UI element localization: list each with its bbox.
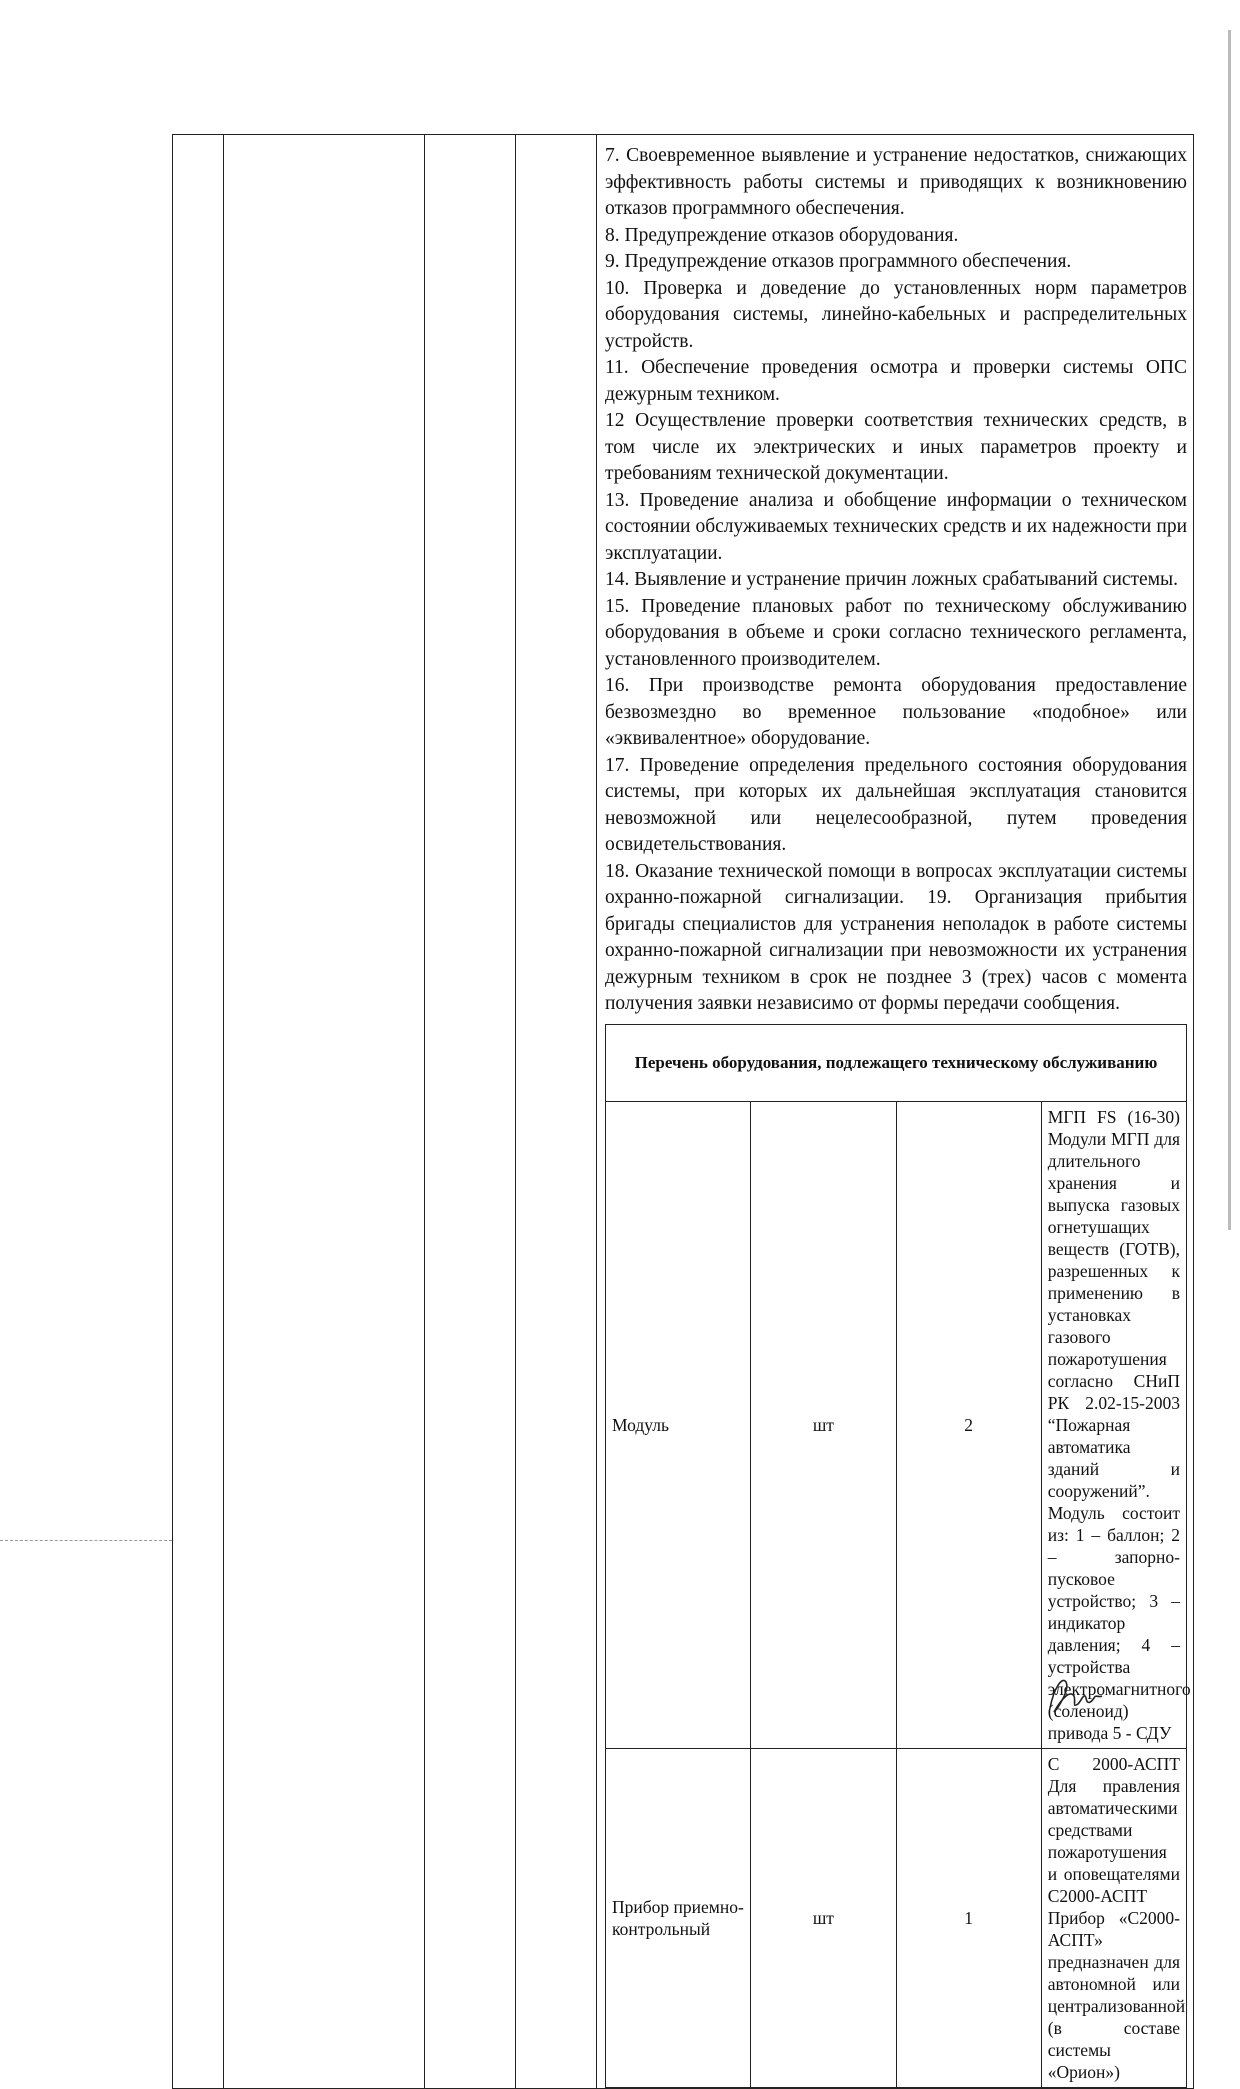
empty-cell-4	[516, 135, 597, 2089]
scan-dotted-line	[0, 1540, 172, 1541]
content-cell	[597, 135, 1194, 2089]
paragraph: 8. Предупреждение отказов оборудования.	[605, 224, 959, 246]
paragraph: 10. Проверка и доведение до установленных норм параметров оборудования системы, линейно-кабельных и распределительных устройств.	[605, 277, 1187, 352]
scan-edge-line	[1228, 30, 1231, 1230]
equipment-table-title: Перечень оборудования, подлежащего техническому обслуживанию	[606, 1024, 1187, 1101]
paragraph: 16. При производстве ремонта оборудования предоставление безвозмездно во временное пользование «подобное» или «эквивалентное» оборудование.	[605, 675, 1187, 749]
equipment-unit: шт	[751, 1748, 896, 2087]
empty-cell-3	[425, 135, 516, 2089]
paragraph: 18. Оказание технической помощи в вопросах эксплуатации системы охранно-пожарной сигнализации. 19. Организация прибытия бригады специалистов для устранения неполадок в работе системы охранно-пожарной сигнализации при невозможности их устранения дежурным техником в срок не позднее 3 (трех) часов с момента получения заявки независимо от формы передачи сообщения.	[605, 860, 1187, 1014]
paragraph: 9. Предупреждение отказов программного обеспечения.	[605, 251, 1072, 272]
equipment-table	[605, 1024, 1191, 2088]
table-row	[606, 1748, 1187, 2087]
equipment-qty: 2	[896, 1101, 1041, 1748]
paragraph: 14. Выявление и устранение причин ложных срабатываний системы.	[605, 569, 1179, 590]
equipment-description: МГП FS (16-30) Модули МГП для длительного хранения и выпуска газовых огнетушащих веществ (ГОТВ), разрешенных к применению в установках газового пожаротушения согласно СНиП РК 2.02-15-2003 “Пожарная автоматика зданий и сооружений”. Модуль состоит из: 1 – баллон; 2 – запорно-пусковое устройство; 3 – индикатор давления; 4 – устройства электромагнитного (соленоид) привода 5 - СДУ	[1041, 1101, 1186, 1748]
paragraph: 11. Обеспечение проведения осмотра и проверки системы ОПС дежурным техником.	[605, 357, 1187, 405]
equipment-unit: шт	[751, 1101, 896, 1748]
paragraph: 15. Проведение плановых работ по техническому обслуживанию оборудования в объеме и сроки согласно технического регламента, установленного производителем.	[605, 595, 1187, 670]
equipment-name: Модуль	[606, 1101, 751, 1748]
equipment-name: Прибор приемно-контрольный	[606, 1748, 751, 2087]
paragraph: 12 Осуществление проверки соответствия технических средств, в том числе их электрических и иных параметров проекту и требованиям технической документации.	[605, 410, 1187, 484]
equipment-header-row	[606, 1024, 1187, 1101]
main-table	[172, 134, 1194, 2089]
paragraph: 7. Своевременное выявление и устранение недостатков, снижающих эффективность работы системы и приводящих к возникновению отказов программного обеспечения.	[605, 145, 1187, 219]
empty-cell-1	[173, 135, 224, 2089]
paragraph: 17. Проведение определения предельного состояния оборудования системы, при которых их дальнейшая эксплуатация становится невозможной или нецелесообразной, путем проведения освидетельствования.	[605, 754, 1187, 855]
table-row	[173, 135, 1194, 2089]
equipment-qty: 1	[896, 1748, 1041, 2087]
empty-cell-2	[224, 135, 425, 2089]
table-row	[606, 1101, 1187, 1748]
signature-mark	[1040, 1668, 1110, 1718]
paragraph: 13. Проведение анализа и обобщение информации о техническом состоянии обслуживаемых технических средств и их надежности при эксплуатации.	[605, 489, 1187, 564]
equipment-description: С 2000-АСПТ Для правления автоматическими средствами пожаротушения и оповещателями С2000-АСПТ Прибор «С2000-АСПТ» предназначен для автономной или централизованной (в составе системы «Орион»)	[1041, 1748, 1186, 2087]
